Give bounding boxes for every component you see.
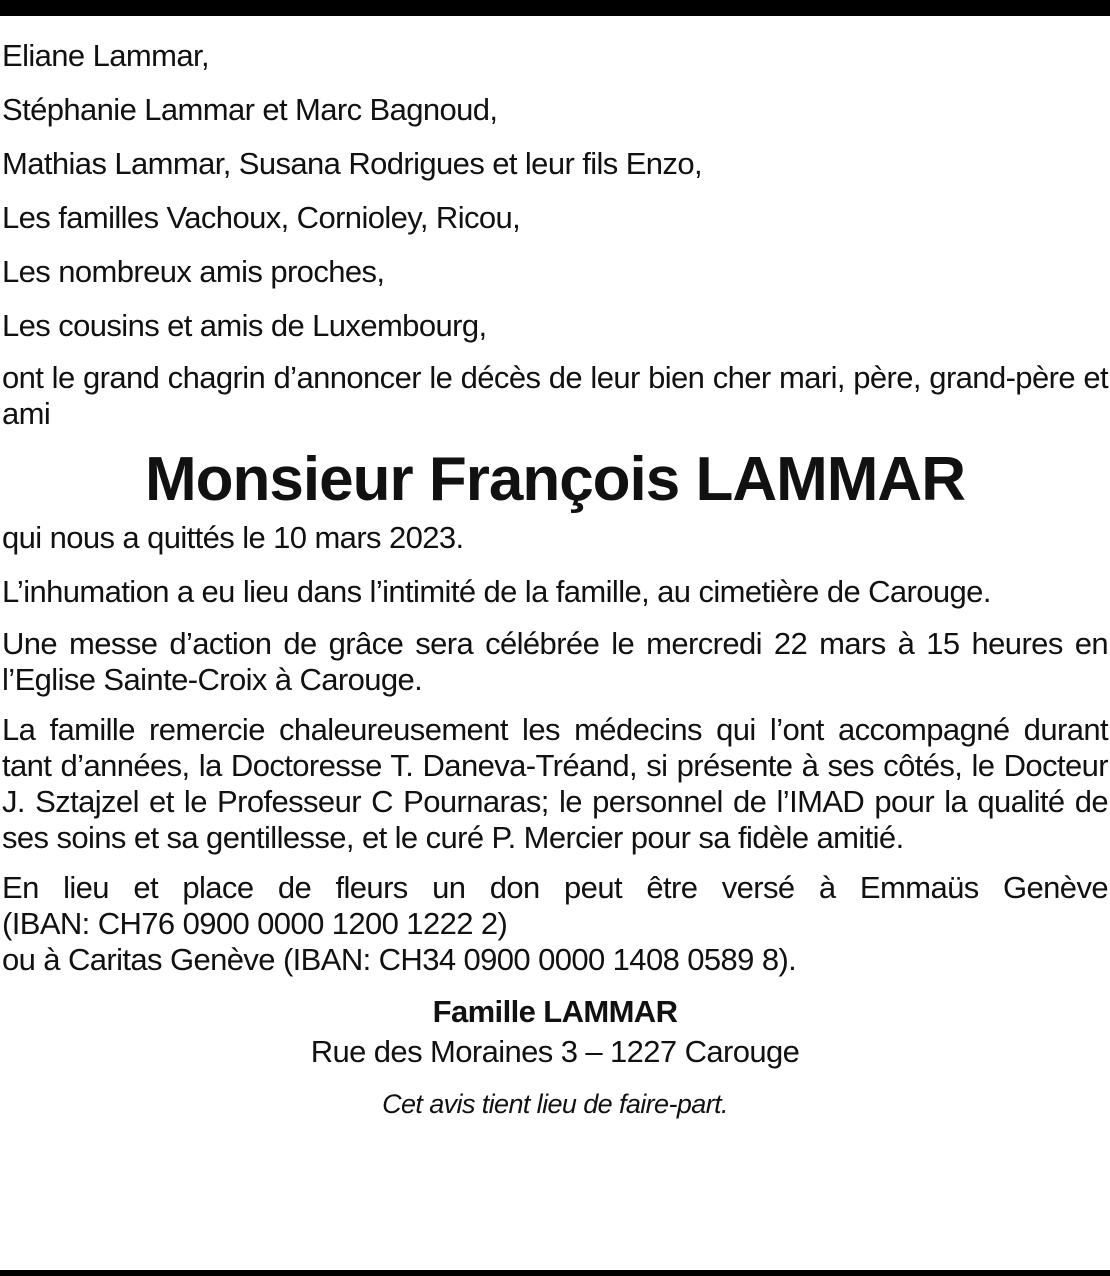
donation-line: (IBAN: CH76 0900 0000 1200 1222 2) — [2, 906, 508, 941]
announcement-text: ont le grand chagrin d’annoncer le décès de leur bien cher mari, père, grand-père et ami — [2, 360, 1108, 431]
signature-block — [2, 992, 1108, 1072]
mourner-line: Mathias Lammar, Susana Rodrigues et leur fils Enzo, — [2, 146, 702, 181]
family-signature: Famille LAMMAR — [432, 994, 678, 1029]
mourner-line: Les cousins et amis de Luxembourg, — [2, 308, 487, 343]
mourner-line: Eliane Lammar, — [2, 38, 209, 73]
mourner-line: Les nombreux amis proches, — [2, 254, 385, 289]
mourner-line: Les familles Vachoux, Cornioley, Ricou, — [2, 200, 521, 235]
date-of-death: qui nous a quittés le 10 mars 2023. — [2, 520, 464, 555]
obituary-notice — [2, 36, 1108, 1122]
burial-paragraph: L’inhumation a eu lieu dans l’intimité de la famille, au cimetière de Carouge. — [2, 574, 991, 609]
donation-paragraph — [2, 870, 1108, 978]
thanks-paragraph: La famille remercie chaleureusement les médecins qui l’ont accompagné durant tant d’années, la Doctoresse T. Daneva-Tréand, si présente à ses côtés, le Docteur J. Sztajzel et le Professeur C Pournaras; le personnel de l’IMAD pour la qualité de ses soins et sa gentillesse, et le curé P. Mercier pour sa fidèle amitié. — [2, 712, 1108, 855]
family-address: Rue des Moraines 3 – 1227 Carouge — [310, 1034, 800, 1069]
deceased-name: Monsieur François LAMMAR — [145, 445, 965, 514]
footer-note: Cet avis tient lieu de faire-part. — [382, 1089, 728, 1119]
donation-line: En lieu et place de fleurs un don peut être versé à Emmaüs Genève — [2, 870, 1108, 905]
donation-line: ou à Caritas Genève (IBAN: CH34 0900 0000 1408 0589 8). — [2, 942, 797, 977]
top-rule — [0, 0, 1110, 16]
bottom-rule — [0, 1270, 1110, 1276]
mass-paragraph: Une messe d’action de grâce sera célébrée le mercredi 22 mars à 15 heures en l’Eglise Sainte-Croix à Carouge. — [2, 626, 1108, 697]
mourner-line: Stéphanie Lammar et Marc Bagnoud, — [2, 92, 498, 127]
